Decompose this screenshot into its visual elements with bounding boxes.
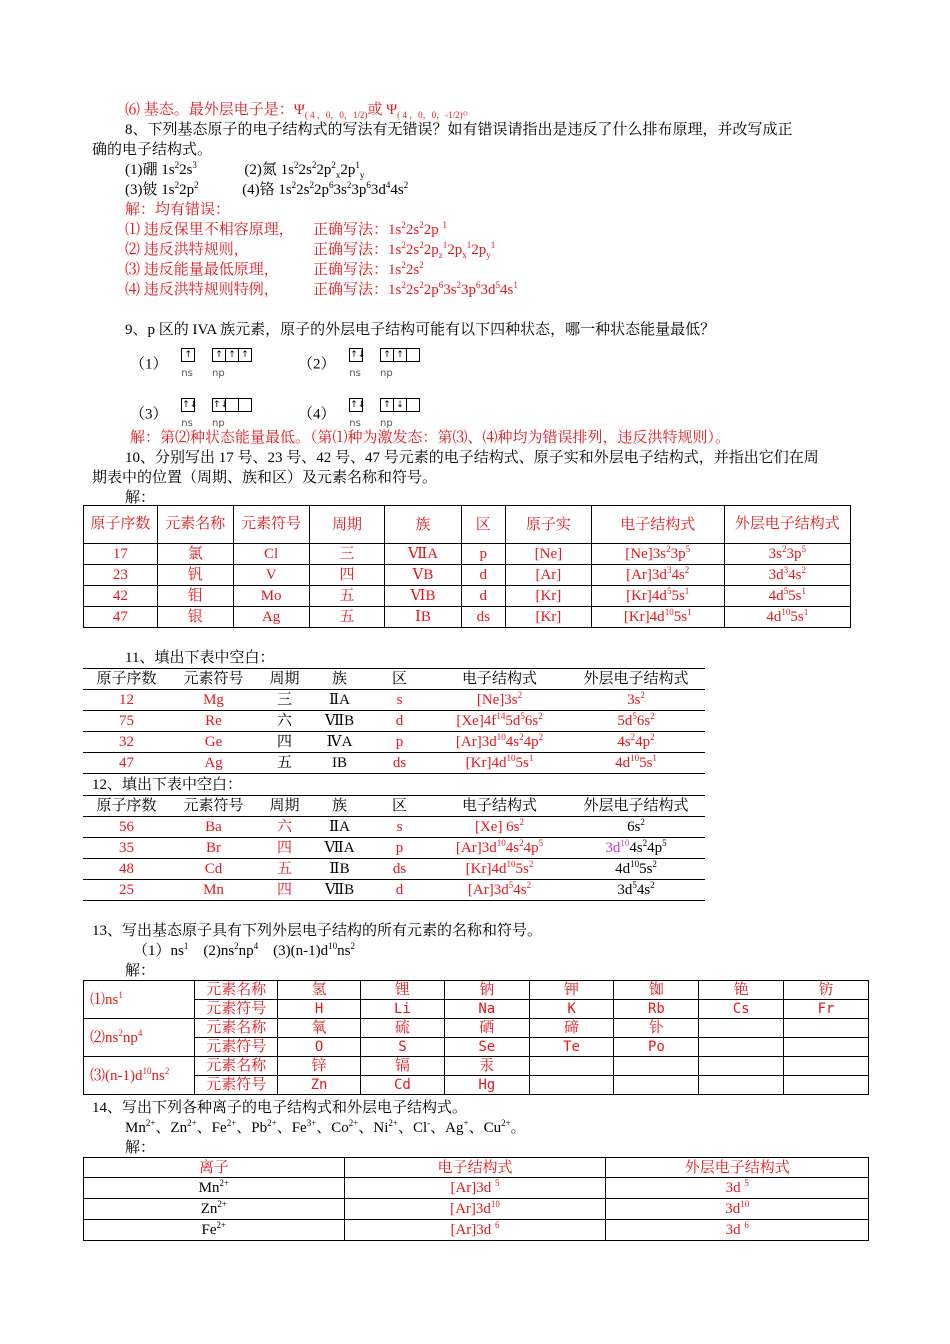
table-row: $Mn^{2+}$ [Ar]3d $^5$ 3d $^5$ — [84, 1178, 869, 1199]
q8-correct-2: 正确写法：$1s^22s^22p_z^12p_x^12p_y^1$ — [313, 240, 496, 260]
orbital-np: ↑ ↑ ↑ np — [212, 348, 251, 382]
col-header: 外层电子结构式 — [724, 506, 850, 544]
table-row: 23 钒 V 四 ⅤB d [Ar] $[Ar]3d^34s^2$ $3d^34s^2$ — [84, 565, 851, 586]
orbital-np: ↑ ↓ np — [380, 398, 419, 432]
col-header: 元素符号 — [233, 506, 309, 544]
q8-correct-3: 正确写法：$1s^22s^2$ — [313, 260, 424, 278]
table-row: 42 钼 Mo 五 ⅥB d [Kr] $[Kr]4d^55s^1$ $4d^55s^1$ — [84, 586, 851, 607]
q9-question: 9、p 区的 IVA 族元素，原子的外层电子结构可能有以下四种状态，哪一种状态能量最低？ — [125, 322, 716, 338]
table-row: $Fe^{2+}$ [Ar]3d $^6$ 3d $^6$ — [84, 1220, 869, 1241]
q13-question: 13、写出基态原子具有下列外层电子结构的所有元素的名称和符号。 — [92, 923, 543, 939]
orbital-ns: ↑ ns — [181, 348, 194, 382]
col-header: 电子结构式 — [591, 506, 724, 544]
q7-answer-tail: ⑹ 基态。最外层电子是：$\Psi_{( 4 ,0,0,1/2)}$或 $\Psi_{( 4 ,0,0,-1/2)}$。 — [125, 102, 478, 120]
q14-ion-list: $Mn^{2+}$、$Zn^{2+}$、$Fe^{2+}$、$Pb^{2+}$、$Fe^{3+}$、$Co^{2+}$、$Ni^{2+}$、Cl-、Ag+、$Cu^{2+}$。 — [125, 1118, 526, 1136]
q10-answer-label: 解： — [125, 490, 156, 506]
table-row: 32 Ge 四 ⅣA p $[Ar]3d^{10}4s^24p^2$ $4s^24p^2$ — [83, 732, 705, 753]
q9-state-1: （1） ↑ ns ↑ ↑ ↑ np — [130, 348, 251, 382]
q9-answer: 解：第⑵种状态能量最低。（第⑴种为激发态：第⑶、⑷种均为错误排列，违反洪特规则）。 — [130, 430, 731, 446]
q9-state-2: （2） ↑↓ ns ↑ ↑ np — [298, 348, 419, 382]
q10-question-line1: 10、分别写出 17 号、23 号、42 号、47 号元素的电子结构式、原子实和外层电子结构式，并指出它们在周 — [125, 450, 819, 466]
q14-question: 14、写出下列各种离子的电子结构式和外层电子结构式。 — [92, 1100, 468, 1116]
table-row: 12 Mg 三 ⅡA s $[Ne]3s^2$ $3s^2$ — [83, 690, 705, 711]
q8-question-line2: 确的电子结构式。 — [92, 142, 213, 158]
table-header-row: 原子序数 元素符号 周期 族 区 电子结构式 外层电子结构式 — [83, 796, 705, 817]
table-header-row: 原子序数 元素符号 周期 族 区 电子结构式 外层电子结构式 — [83, 669, 705, 690]
table-row: 56 Ba 六 ⅡA s [Xe] $6s^2$ $6s^2$ — [83, 817, 705, 838]
q12-title: 12、填出下表中空白： — [92, 777, 243, 793]
q8-correct-4: 正确写法：$1s^22s^22p^63s^23p^63d^54s^1$ — [313, 280, 518, 298]
q8-item-3-4: (3)铍 $1s^22p^2$ (4)铬 $1s^22s^22p^63s^23p^63d^44s^2$ — [125, 180, 409, 198]
table-row: $⑶(n-1)d^{10}ns^2$ 元素名称 锌 镉 汞 — [84, 1057, 869, 1076]
q12-table — [83, 795, 705, 901]
table-row: 25 Mn 四 ⅦB d $[Ar]3d^54s^2$ $3d^54s^2$ — [83, 880, 705, 901]
q14-answer-label: 解： — [125, 1140, 156, 1156]
col-header: 族 — [385, 506, 461, 544]
q8-answer-2: ⑵ 违反洪特规则， — [125, 242, 249, 258]
col-header: 原子实 — [505, 506, 591, 544]
q13-answer-label: 解： — [125, 963, 156, 979]
q8-correct-1: 正确写法：$1s^22s^22p$ $^1$ — [313, 220, 447, 238]
table-header-row: 离子 电子结构式 外层电子结构式 — [84, 1158, 869, 1178]
table-row: 75 Re 六 ⅦB d $[Xe]4f^{14}5d^56s^2$ $5d^56s^2$ — [83, 711, 705, 732]
q8-answer-title: 解：均有错误： — [125, 202, 231, 218]
q13-table — [83, 980, 869, 1095]
table-header-row — [84, 506, 851, 544]
q10-table — [83, 505, 851, 628]
col-header: 元素名称 — [157, 506, 233, 544]
col-header: 周期 — [309, 506, 385, 544]
table-row: $Zn^{2+}$ $[Ar]3d^{10}$ $3d^{10}$ — [84, 1199, 869, 1220]
q14-table — [83, 1157, 869, 1241]
q13-configs: $(1)ns^1$ $(2)ns^2np^4$ $(3)(n-1)d^{10}ns^2$ — [133, 941, 355, 959]
orbital-ns: ↑↓ ns — [181, 400, 198, 429]
q8-question-line1: 8、下列基态原子的电子结构式的写法有无错误？如有错误请指出是违反了什么排布原理，并改写成正 — [125, 122, 793, 138]
q8-item-1-2: (1)硼 $1s^22s^3$ (2)氮 $1s^22s^22p^2_x2p^1_y$ — [125, 160, 365, 180]
col-header: 原子序数 — [84, 506, 158, 544]
q9-state-4: （4） ↑↓ ns ↑ ↓ np — [298, 398, 419, 432]
orbital-ns: ↑↓ ns — [349, 350, 366, 379]
table-row: 元素符号 H Li Na K Rb Cs Fr — [84, 1000, 869, 1019]
orbital-ns: ↑↓ ns — [349, 400, 366, 429]
table-row: 元素符号 O S Se Te Po — [84, 1038, 869, 1057]
table-row: 48 Cd 五 ⅡB ds $[Kr]4d^{10}5s^2$ $4d^{10}5s^2$ — [83, 859, 705, 880]
table-row: 元素符号 Zn Cd Hg — [84, 1076, 869, 1095]
q8-answer-1: ⑴ 违反保里不相容原理， — [125, 222, 294, 238]
q11-table — [83, 668, 705, 774]
table-row: 47 银 Ag 五 ⅠB ds [Kr] $[Kr]4d^{10}5s^1$ $4d^{10}5s^1$ — [84, 607, 851, 628]
table-row: $⑵ns^2np^4$ 元素名称 氧 硫 硒 碲 钋 — [84, 1019, 869, 1038]
q9-state-3: （3） ↑↓ ns ↑↓ np — [130, 398, 251, 432]
col-header: 区 — [461, 506, 505, 544]
table-row: 35 Br 四 ⅦA p $[Ar]3d^{10}4s^24p^5$ $3d^{10}4s^24p^5$ — [83, 838, 705, 859]
orbital-np: ↑↓ np — [212, 398, 251, 432]
table-row: 47 Ag 五 IB ds $[Kr]4d^{10}5s^1$ $4d^{10}5s^1$ — [83, 753, 705, 774]
q11-title: 11、填出下表中空白： — [125, 650, 275, 666]
table-row: 17 氯 Cl 三 ⅦA p [Ne] $[Ne]3s^23p^5$ $3s^23p^5$ — [84, 544, 851, 565]
q8-answer-4: ⑷ 违反洪特规则特例， — [125, 282, 279, 298]
table-row: $⑴ns^1$ 元素名称 氢 锂 钠 钾 铷 铯 钫 — [84, 981, 869, 1000]
q8-answer-3: ⑶ 违反能量最低原理， — [125, 262, 279, 278]
orbital-np: ↑ ↑ np — [380, 348, 419, 382]
q10-question-line2: 期表中的位置（周期、族和区）及元素名称和符号。 — [92, 470, 438, 486]
